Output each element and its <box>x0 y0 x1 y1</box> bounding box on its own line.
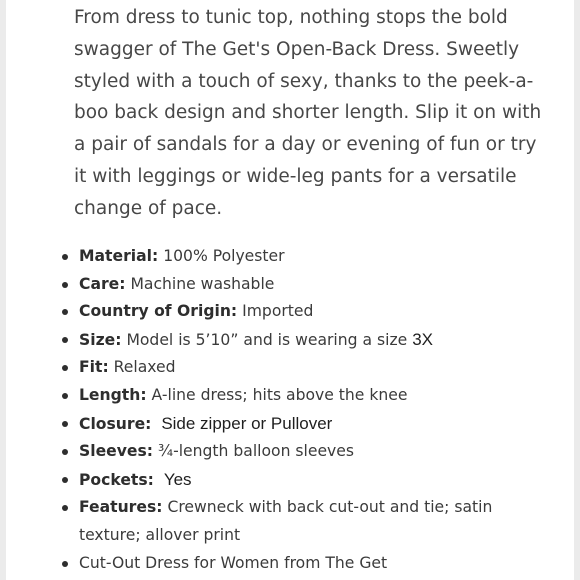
spec-label: Features: <box>79 498 163 517</box>
spec-item-sleeves <box>62 438 542 466</box>
specs-list <box>62 243 542 577</box>
spec-label: Fit: <box>79 358 109 377</box>
spec-item-size <box>62 326 542 355</box>
spec-value: Machine washable <box>130 274 275 293</box>
spec-label: Country of Origin: <box>79 302 238 321</box>
bullet-icon <box>62 561 68 567</box>
spec-value: Model is 5’10” and is wearing a size <box>126 330 408 349</box>
spec-value: Imported <box>242 302 314 321</box>
spec-label: Size: <box>79 330 122 349</box>
spec-item-fit <box>62 354 542 382</box>
spec-value: Crewneck with back cut-out and tie; satin texture; allover print <box>79 498 493 544</box>
spec-added-value: 3X <box>412 329 433 349</box>
spec-value: 100% Polyester <box>163 247 285 265</box>
bullet-icon <box>62 365 68 371</box>
spec-item-product-name <box>62 550 542 578</box>
spec-item-closure <box>62 410 542 439</box>
spec-added-value: Side zipper or Pullover <box>161 413 333 433</box>
spec-item-country <box>62 298 542 326</box>
description-text: From dress to tunic top, nothing stops the bold swagger of The Get's Open-Back Dress. Sweetly styled with a touch of sexy, thanks to the peek-a-boo back design and shorter length. Slip it on with a pair of sandals for a day or evening of fun or try it with leggings or wide-leg pants for a versatile change of pace. <box>74 7 542 219</box>
spec-value: A-line dress; hits above the knee <box>151 385 408 404</box>
bullet-icon <box>62 421 68 427</box>
right-border <box>574 0 580 580</box>
spec-label: Length: <box>79 385 147 404</box>
bullet-icon <box>62 254 68 260</box>
spec-value: Relaxed <box>113 358 176 377</box>
bullet-icon <box>62 505 68 511</box>
spec-label: Closure: <box>79 414 152 433</box>
spec-item-features <box>62 494 542 549</box>
spec-value: Cut-Out Dress for Women from The Get <box>79 553 388 572</box>
spec-item-material <box>62 243 542 271</box>
bullet-icon <box>62 309 68 315</box>
bullet-icon <box>62 282 68 288</box>
spec-label: Sleeves: <box>79 442 153 461</box>
spec-label: Pockets: <box>79 470 154 489</box>
spec-label: Material: <box>79 247 159 265</box>
product-description <box>74 2 544 225</box>
bullet-icon <box>62 337 68 343</box>
spec-item-pockets <box>62 466 542 495</box>
bullet-icon <box>62 449 68 455</box>
spec-item-care <box>62 271 542 299</box>
bullet-icon <box>62 393 68 399</box>
left-border <box>0 0 6 580</box>
spec-value: ¾-length balloon sleeves <box>157 442 355 461</box>
spec-label: Care: <box>79 274 126 293</box>
bullet-icon <box>62 477 68 483</box>
spec-added-value: Yes <box>163 469 192 489</box>
spec-item-length <box>62 382 542 410</box>
